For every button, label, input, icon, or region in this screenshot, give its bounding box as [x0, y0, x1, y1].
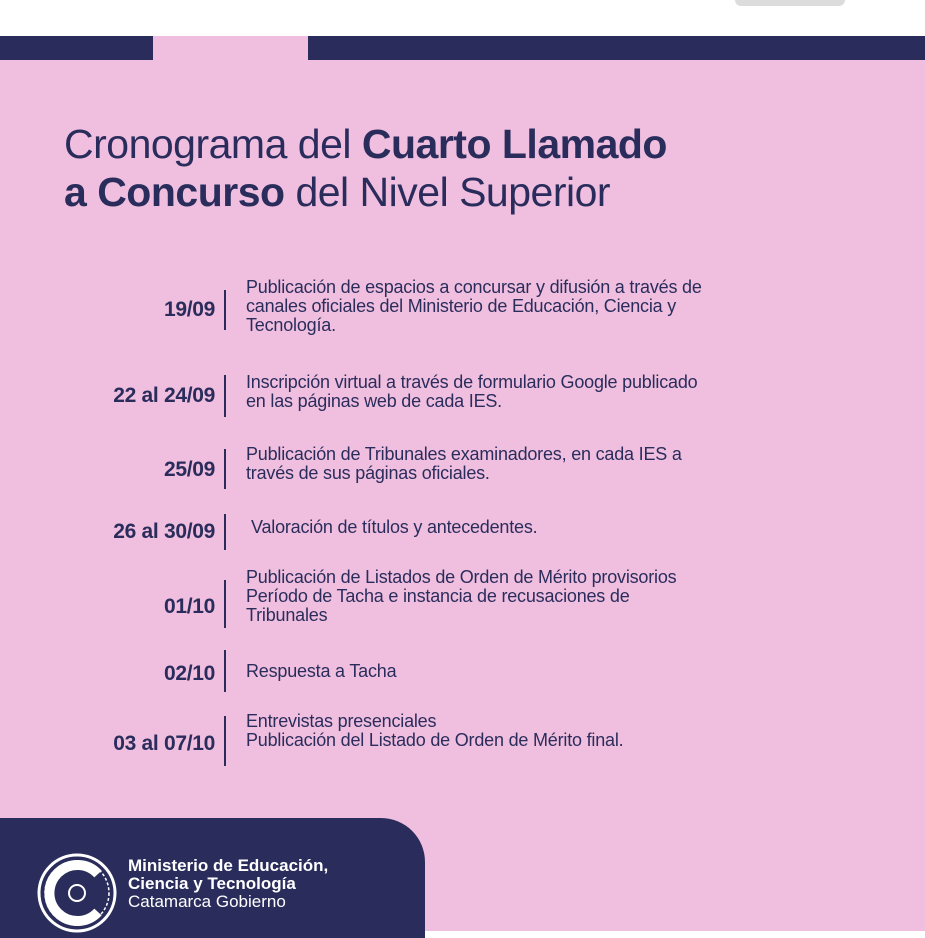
schedule-description — [246, 278, 866, 335]
title-bold-1: Cuarto Llamado — [361, 121, 667, 167]
top-strip-right — [308, 36, 925, 60]
row-divider — [224, 580, 226, 628]
row-divider — [224, 716, 226, 766]
description-line: Período de Tacha e instancia de recusaciones de — [246, 586, 630, 606]
schedule-description — [251, 518, 871, 537]
row-divider — [224, 375, 226, 417]
schedule-row — [0, 371, 925, 441]
row-divider — [224, 290, 226, 330]
title-line-1 — [64, 120, 864, 168]
schedule-date: 03 al 07/10 — [113, 732, 215, 755]
ministry-name-line-2: Ciencia y Tecnología — [128, 874, 296, 893]
ministry-name-line-1: Ministerio de Educación, — [128, 856, 329, 875]
description-line: Valoración de títulos y antecedentes. — [251, 517, 538, 537]
schedule-description — [246, 445, 866, 483]
schedule-description — [246, 662, 866, 681]
description-line: Tribunales — [246, 605, 328, 625]
description-line: Inscripción virtual a través de formulario Google publicado — [246, 372, 698, 392]
description-line: Respuesta a Tacha — [246, 661, 397, 681]
row-divider — [224, 514, 226, 550]
schedule-description — [246, 373, 866, 411]
top-corner-mark — [735, 0, 845, 6]
description-line: Entrevistas presenciales — [246, 711, 437, 731]
schedule-row — [0, 710, 925, 780]
row-divider — [224, 650, 226, 692]
schedule-date: 26 al 30/09 — [113, 520, 215, 543]
schedule-row — [0, 276, 925, 346]
schedule-date: 02/10 — [163, 662, 215, 685]
ministry-name-line-3: Catamarca Gobierno — [128, 892, 286, 911]
schedule-date: 01/10 — [163, 595, 215, 618]
page-title — [64, 120, 864, 216]
description-line: través de sus páginas oficiales. — [246, 463, 490, 483]
schedule-description — [246, 712, 866, 750]
description-line: Publicación del Listado de Orden de Mérito final. — [246, 730, 624, 750]
schedule-date: 19/09 — [163, 298, 215, 321]
description-line: Tecnología. — [246, 315, 336, 335]
title-text-2: del Nivel Superior — [284, 169, 611, 215]
row-divider — [224, 449, 226, 489]
title-line-2 — [64, 168, 864, 216]
title-text-1: Cronograma del — [64, 121, 362, 167]
schedule-row — [0, 443, 925, 513]
top-strip-left — [0, 36, 153, 60]
ministry-logo-icon — [34, 850, 120, 936]
description-line: Publicación de Listados de Orden de Mérito provisorios — [246, 567, 677, 587]
title-bold-2: a Concurso — [64, 169, 285, 215]
schedule-row — [0, 566, 925, 636]
description-line: Publicación de espacios a concursar y difusión a través de — [246, 277, 702, 297]
ministry-name — [128, 857, 328, 911]
description-line: Publicación de Tribunales examinadores, en cada IES a — [246, 444, 682, 464]
schedule-date: 22 al 24/09 — [113, 384, 215, 407]
description-line: en las páginas web de cada IES. — [246, 391, 502, 411]
description-line: canales oficiales del Ministerio de Educación, Ciencia y — [246, 296, 677, 316]
schedule-description — [246, 568, 866, 625]
schedule-date: 25/09 — [163, 458, 215, 481]
